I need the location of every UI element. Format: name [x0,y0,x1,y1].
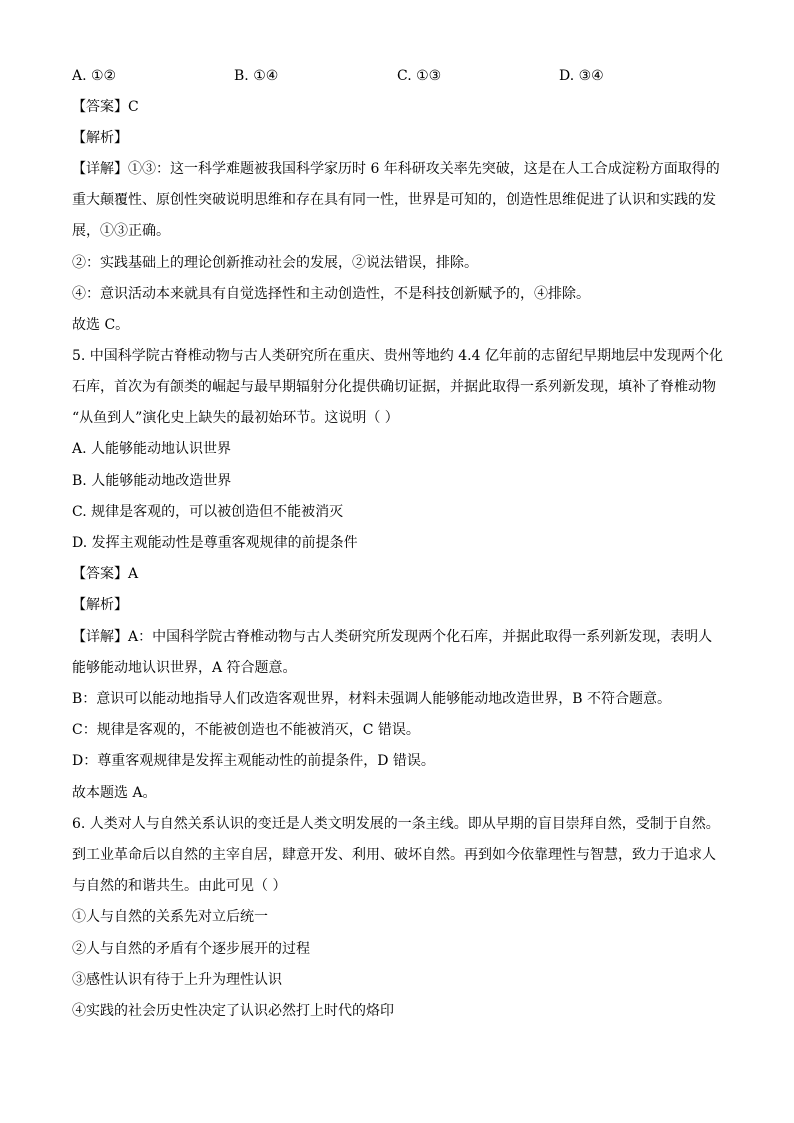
answer-tag: 【答案】 [72,566,128,582]
q4-answer [72,97,732,117]
q4-detail-line: 重大颠覆性、原创性突破说明思维和存在具有同一性，世界是可知的，创造性思维促进了认识和实践的发 [72,192,716,208]
q6-statement: ①人与自然的关系先对立后统一 [72,909,268,925]
q5-option-d: D. 发挥主观能动性是尊重客观规律的前提条件 [72,535,358,551]
q6-statement: ③感性认识有待于上升为理性认识 [72,972,282,988]
q5-analysis-tag: 【解析】 [72,597,128,613]
q6-stem-line: 6. 人类对人与自然关系认识的变迁是人类文明发展的一条主线。即从早期的盲目崇拜自然，受制于自然。 [72,816,720,832]
q5-detail-line: B：意识可以能动地指导人们改造客观世界，材料未强调人能够能动地改造世界，B 不符合题意。 [72,691,672,707]
q5-stem-line: 5. 中国科学院古脊椎动物与古人类研究所在重庆、贵州等地约 4.4 亿年前的志留纪早期地层中发现两个化 [72,348,723,364]
q5-detail-line: C：规律是客观的，不能被创造也不能被消灭，C 错误。 [72,722,420,738]
q5-detail-line: 【详解】A：中国科学院古脊椎动物与古人类研究所发现两个化石库，并据此取得一系列新发现，表明人 [72,629,713,645]
q6-statement: ②人与自然的矛盾有个逐步展开的过程 [72,941,310,957]
q5-detail-line: 故本题选 A。 [72,785,157,801]
q4-detail-line: 展，①③正确。 [72,223,170,239]
answer-value: A [128,566,139,582]
q5-detail-line: 能够能动地认识世界，A 符合题意。 [72,660,297,676]
q5-stem-line: 石库，首次为有颌类的崛起与最早期辐射分化提供确切证据，并据此取得一系列新发现，填补了脊椎动物 [72,379,716,395]
answer-tag: 【答案】 [72,99,128,115]
q6-stem-line: 与自然的和谐共生。由此可见（ ） [72,878,287,894]
q4-detail-line: 【详解】①③：这一科学难题被我国科学家历时 6 年科研攻关率先突破，这是在人工合成淀粉方面取得的 [72,161,720,177]
q4-analysis-tag: 【解析】 [72,130,128,146]
q5-option-b: B. 人能够能动地改造世界 [72,473,232,489]
q5-option-c: C. 规律是客观的，可以被创造但不能被消灭 [72,504,344,520]
q4-detail-line: 故选 C。 [72,317,130,333]
answer-value: C [128,99,139,115]
q4-option-d: D. ③④ [559,68,604,84]
q4-detail-line: ②：实践基础上的理论创新推动社会的发展，②说法错误，排除。 [72,255,478,271]
q5-detail-line: D：尊重客观规律是发挥主观能动性的前提条件，D 错误。 [72,753,435,769]
q4-option-c: C. ①③ [397,68,442,84]
q4-option-a: A. ①② [72,68,117,84]
q6-statement: ④实践的社会历史性决定了认识必然打上时代的烙印 [72,1003,394,1019]
q5-answer [72,564,732,584]
q5-stem-line: “从鱼到人”演化史上缺失的最初始环节。这说明（ ） [72,410,399,426]
q5-option-a: A. 人能够能动地认识世界 [72,441,232,457]
q4-detail-line: ④：意识活动本来就具有自觉选择性和主动创造性，不是科技创新赋予的，④排除。 [72,286,590,302]
q6-stem-line: 到工业革命后以自然的主宰自居，肆意开发、利用、破坏自然。再到如今依靠理性与智慧，致力于追求人 [72,847,716,863]
q4-option-b: B. ①④ [234,68,279,84]
